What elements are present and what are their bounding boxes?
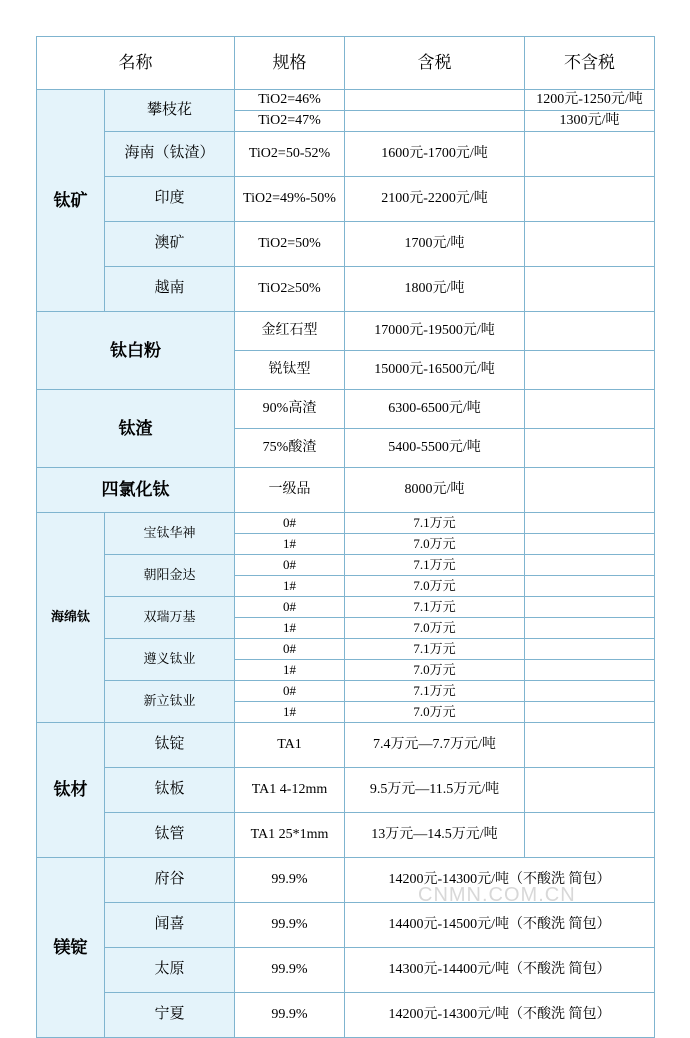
spec-value: 1# [235,660,345,681]
taxed-value: 7.1万元 [345,555,525,576]
header-taxed: 含税 [345,37,525,90]
untaxed-value [525,597,655,618]
category-name: 钛材 [37,723,105,858]
taxed-value: 7.1万元 [345,639,525,660]
taxed-value: 15000元-16500元/吨 [345,351,525,390]
sub-name: 朝阳金达 [105,555,235,597]
spec-value: 99.9% [235,858,345,903]
taxed-value: 14300元-14400元/吨（不酸洗 简包） [345,948,655,993]
taxed-value: 14200元-14300元/吨（不酸洗 简包） [345,858,655,903]
untaxed-value [525,177,655,222]
taxed-value: 7.0万元 [345,618,525,639]
table-row [37,267,655,312]
table-row [37,768,655,813]
table-row [37,948,655,993]
spec-value: TiO2=50% [235,222,345,267]
category-name: 钛渣 [37,390,235,468]
spec-value: 金红石型 [235,312,345,351]
sub-name: 府谷 [105,858,235,903]
spec-value: TiO2=50-52% [235,132,345,177]
table-row [37,177,655,222]
sub-name: 海南（钛渣） [105,132,235,177]
sub-name: 印度 [105,177,235,222]
taxed-value: 1800元/吨 [345,267,525,312]
taxed-value: 13万元—14.5万元/吨 [345,813,525,858]
taxed-value: 7.1万元 [345,681,525,702]
untaxed-value [525,429,655,468]
untaxed-value [525,513,655,534]
spec-value: TA1 [235,723,345,768]
taxed-value: 9.5万元—11.5万元/吨 [345,768,525,813]
taxed-value: 1700元/吨 [345,222,525,267]
taxed-value: 7.0万元 [345,660,525,681]
sub-name: 越南 [105,267,235,312]
category-name: 镁锭 [37,858,105,1038]
spec-value: 1# [235,702,345,723]
spec-value: 1# [235,618,345,639]
sub-name: 钛管 [105,813,235,858]
spec-value: 0# [235,555,345,576]
sub-name: 遵义钛业 [105,639,235,681]
untaxed-value [525,222,655,267]
untaxed-value [525,660,655,681]
untaxed-value [525,468,655,513]
sub-name: 新立钛业 [105,681,235,723]
untaxed-value [525,702,655,723]
spec-value: 0# [235,639,345,660]
taxed-value [345,90,525,111]
untaxed-value [525,576,655,597]
taxed-value: 8000元/吨 [345,468,525,513]
taxed-value: 6300-6500元/吨 [345,390,525,429]
untaxed-value [525,351,655,390]
category-name: 四氯化钛 [37,468,235,513]
taxed-value: 2100元-2200元/吨 [345,177,525,222]
spec-value: TA1 4-12mm [235,768,345,813]
spec-value: 0# [235,681,345,702]
category-name: 海绵钛 [37,513,105,723]
untaxed-value: 1300元/吨 [525,111,655,132]
untaxed-value [525,267,655,312]
sub-name: 钛锭 [105,723,235,768]
untaxed-value [525,312,655,351]
sub-name: 钛板 [105,768,235,813]
spec-value: 0# [235,597,345,618]
sub-name: 宁夏 [105,993,235,1038]
taxed-value: 17000元-19500元/吨 [345,312,525,351]
taxed-value: 7.0万元 [345,702,525,723]
header-spec: 规格 [235,37,345,90]
untaxed-value [525,768,655,813]
sub-name: 闻喜 [105,903,235,948]
taxed-value: 7.1万元 [345,597,525,618]
taxed-value: 7.0万元 [345,534,525,555]
spec-value: 1# [235,576,345,597]
spec-value: TA1 25*1mm [235,813,345,858]
sub-name: 双瑞万基 [105,597,235,639]
category-name: 钛矿 [37,90,105,312]
spec-value: 90%高渣 [235,390,345,429]
table-row [37,468,655,513]
table-row [37,993,655,1038]
table-row [37,813,655,858]
untaxed-value [525,555,655,576]
untaxed-value [525,813,655,858]
taxed-value [345,111,525,132]
table-row [37,390,655,429]
table-header-row [37,37,655,90]
taxed-value: 1600元-1700元/吨 [345,132,525,177]
spec-value: 75%酸渣 [235,429,345,468]
spec-value: 1# [235,534,345,555]
untaxed-value [525,681,655,702]
table-row [37,639,655,660]
untaxed-value: 1200元-1250元/吨 [525,90,655,111]
spec-value: 99.9% [235,948,345,993]
table-row [37,222,655,267]
spec-value: 锐钛型 [235,351,345,390]
spec-value: 0# [235,513,345,534]
taxed-value: 14200元-14300元/吨（不酸洗 简包） [345,993,655,1038]
header-name: 名称 [37,37,235,90]
price-table [36,36,655,1038]
header-untaxed: 不含税 [525,37,655,90]
sub-name: 宝钛华神 [105,513,235,555]
taxed-value: 7.4万元—7.7万元/吨 [345,723,525,768]
table-row [37,903,655,948]
untaxed-value [525,618,655,639]
table-row [37,513,655,534]
taxed-value: 7.0万元 [345,576,525,597]
table-row [37,681,655,702]
taxed-value: 5400-5500元/吨 [345,429,525,468]
price-table-container [36,36,654,1038]
table-row [37,858,655,903]
untaxed-value [525,390,655,429]
spec-value: TiO2=47% [235,111,345,132]
untaxed-value [525,723,655,768]
watermark: CNMN.COM.CN [418,884,576,906]
spec-value: 99.9% [235,993,345,1038]
spec-value: TiO2≥50% [235,267,345,312]
sub-name: 太原 [105,948,235,993]
category-name: 钛白粉 [37,312,235,390]
spec-value: 99.9% [235,903,345,948]
table-row [37,723,655,768]
spec-value: 一级品 [235,468,345,513]
sub-name: 攀枝花 [105,90,235,132]
table-row [37,597,655,618]
untaxed-value [525,639,655,660]
table-row [37,132,655,177]
taxed-value: 14400元-14500元/吨（不酸洗 简包） [345,903,655,948]
untaxed-value [525,534,655,555]
table-row [37,555,655,576]
spec-value: TiO2=49%-50% [235,177,345,222]
taxed-value: 7.1万元 [345,513,525,534]
untaxed-value [525,132,655,177]
sub-name: 澳矿 [105,222,235,267]
table-row [37,312,655,351]
table-row [37,90,655,111]
spec-value: TiO2=46% [235,90,345,111]
